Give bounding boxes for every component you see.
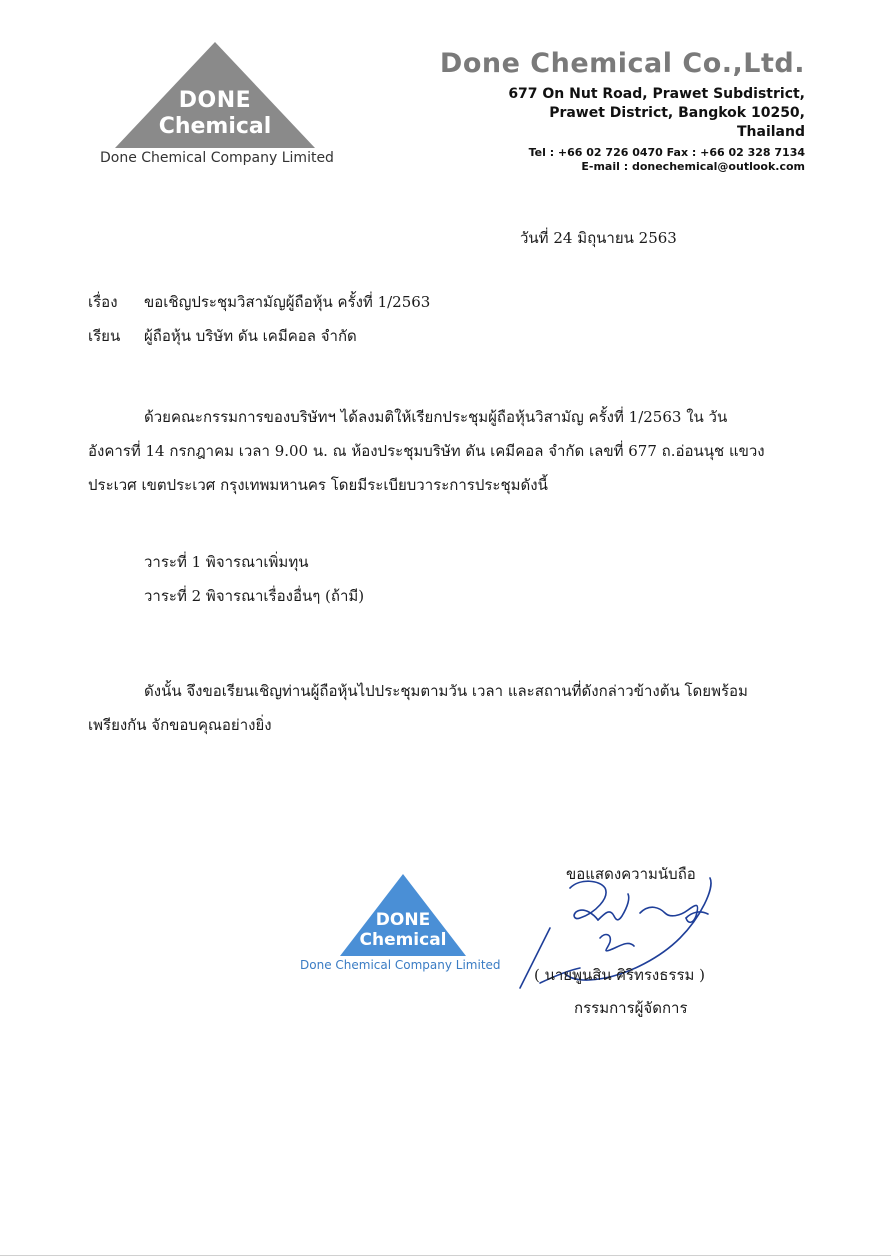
letter-date: วันที่ 24 มิถุนายน 2563 — [520, 229, 677, 247]
email: E-mail : donechemical@outlook.com — [581, 160, 805, 173]
stamp-word-chemical: Chemical — [359, 930, 447, 950]
closing-text: ขอแสดงความนับถือ — [566, 865, 696, 883]
stamp-caption: Done Chemical Company Limited — [300, 958, 501, 972]
logo-caption: Done Chemical Company Limited — [100, 150, 334, 166]
body-para-2-line-2: เพรียงกัน จักขอบคุณอย่างยิ่ง — [88, 716, 272, 734]
recipient-row — [88, 324, 357, 348]
tel-fax: Tel : +66 02 726 0470 Fax : +66 02 328 7134 — [528, 146, 805, 159]
subject-row — [88, 290, 430, 314]
recipient-label: เรียน — [88, 327, 121, 345]
body-para-1-line-3: ประเวศ เขตประเวศ กรุงเทพมหานคร โดยมีระเบียบวาระการประชุมดังนี้ — [88, 476, 548, 494]
body-para-1-line-2: อังคารที่ 14 กรกฎาคม เวลา 9.00 น. ณ ห้องประชุมบริษัท ดัน เคมีคอล จำกัด เลขที่ 677 ถ.อ่อนนุช แขวง — [88, 442, 765, 460]
company-stamp — [300, 872, 500, 982]
body-para-1-line-1: ด้วยคณะกรรมการของบริษัทฯ ได้ลงมติให้เรียกประชุมผู้ถือหุ้นวิสามัญ ครั้งที่ 1/2563 ใน วัน — [144, 408, 728, 426]
recipient-text: ผู้ถือหุ้น บริษัท ดัน เคมีคอล จำกัด — [144, 327, 357, 345]
signer-name: ( นายพูนสิน ศิริทรงธรรม ) — [534, 966, 706, 984]
address-line-2: Prawet District, Bangkok 10250, — [549, 105, 805, 121]
subject-text: ขอเชิญประชุมวิสามัญผู้ถือหุ้น ครั้งที่ 1/2563 — [144, 293, 431, 311]
address-line-1: 677 On Nut Road, Prawet Subdistrict, — [508, 86, 805, 102]
signer-title: กรรมการผู้จัดการ — [574, 999, 688, 1017]
address-line-3: Thailand — [737, 124, 805, 140]
logo-word-chemical: Chemical — [158, 114, 272, 139]
company-header — [440, 48, 805, 174]
page-bottom-edge — [0, 1255, 891, 1256]
agenda-item-1: วาระที่ 1 พิจารณาเพิ่มทุน — [144, 553, 309, 571]
agenda-item-2: วาระที่ 2 พิจารณาเรื่องอื่นๆ (ถ้ามี) — [144, 587, 365, 605]
company-name: Done Chemical Co.,Ltd. — [439, 48, 805, 79]
subject-label: เรื่อง — [88, 293, 118, 311]
body-para-2-line-1: ดังนั้น จึงขอเรียนเชิญท่านผู้ถือหุ้นไปประชุมตามวัน เวลา และสถานที่ดังกล่าวข้างต้น โดยพร้อม — [144, 682, 748, 700]
logo-word-done: DONE — [178, 88, 252, 113]
stamp-word-done: DONE — [375, 910, 431, 930]
company-logo — [100, 40, 334, 180]
